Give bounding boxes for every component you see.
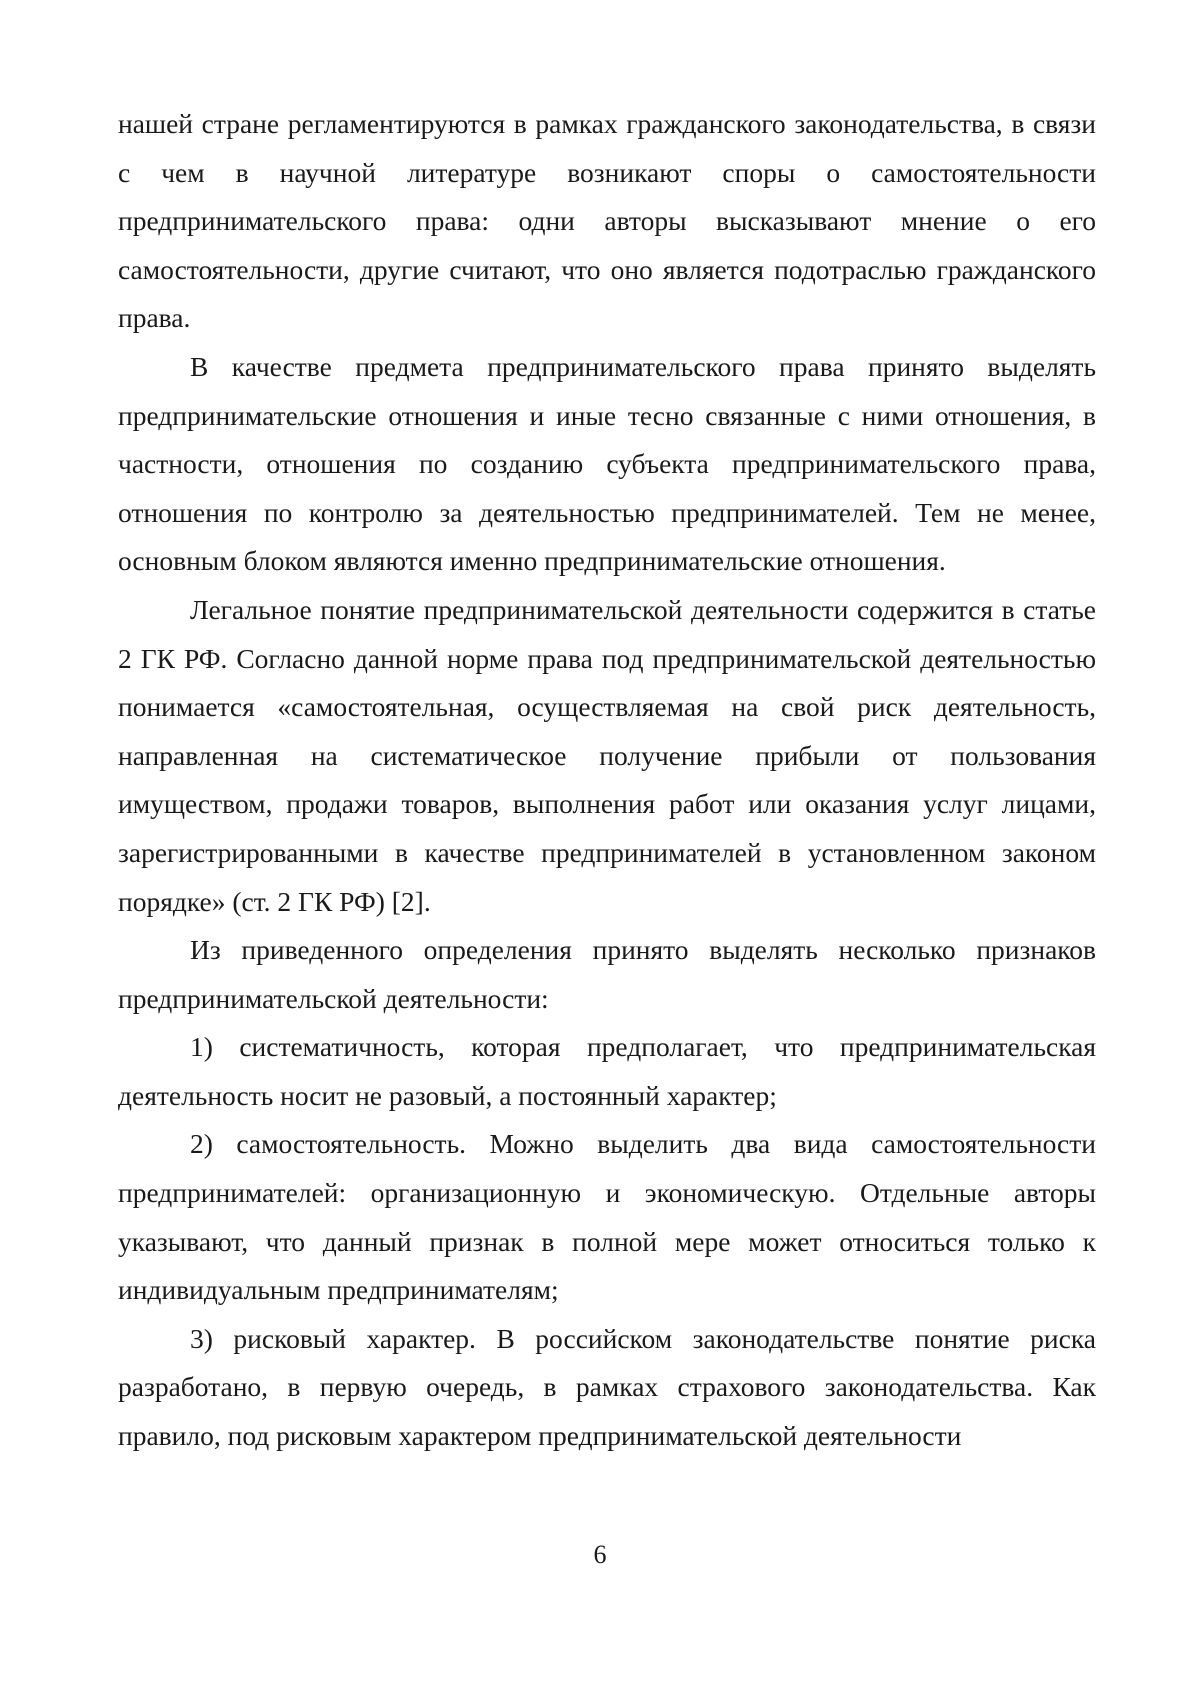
list-item-independence: 2) самостоятельность. Можно выделить два вида самостоятельности предпринимателей: организационную и экономическую. Отдельные авторы указывают, что данный признак в полной мере может относиться только к индивидуальным предпринимателям; [118,1128,1096,1306]
paragraph-continuation: нашей стране регламентируются в рамках гражданского законодательства, в связи с чем в научной литературе возникают споры о самостоятельности предпринимательского права: одни авторы высказывают мнение о его самостоятельности, другие считают, что оно является подотраслью гражданского права. [118,108,1096,334]
list-item-risk: 3) рисковый характер. В российском законодательстве понятие риска разработано, в первую очередь, в рамках страхового законодательства. Как правило, под рисковым характером предпринимательской деятельности [118,1322,1096,1452]
paragraph-legal-definition: Легальное понятие предпринимательской деятельности содержится в статье 2 ГК РФ. Согласно данной норме права под предпринимательской деятельностью понимается «самостоятельная, осуществляемая на свой риск деятельность, направленная на систематическое получение прибыли от пользования имуществом, продажи товаров, выполнения работ или оказания услуг лицами, зарегистрированными в качестве предпринимателей в установленном законом порядке» (ст. 2 ГК РФ) [2]. [118,593,1096,917]
paragraph-features-intro: Из приведенного определения принято выделять несколько признаков предпринимательской деятельности: [118,934,1096,1014]
paragraph-subject-of-law: В качестве предмета предпринимательского права принято выделять предпринимательские отношения и иные тесно связанные с ними отношения, в частности, отношения по созданию субъекта предпринимательского права, отношения по контролю за деятельностью предпринимателей. Тем не менее, основным блоком являются именно предпринимательские отношения. [118,350,1096,577]
document-body [118,100,1096,1461]
list-item-systematic: 1) систематичность, которая предполагает, что предпринимательская деятельность носит не разовый, а постоянный характер; [118,1031,1096,1111]
page-number: 6 [593,1540,607,1569]
